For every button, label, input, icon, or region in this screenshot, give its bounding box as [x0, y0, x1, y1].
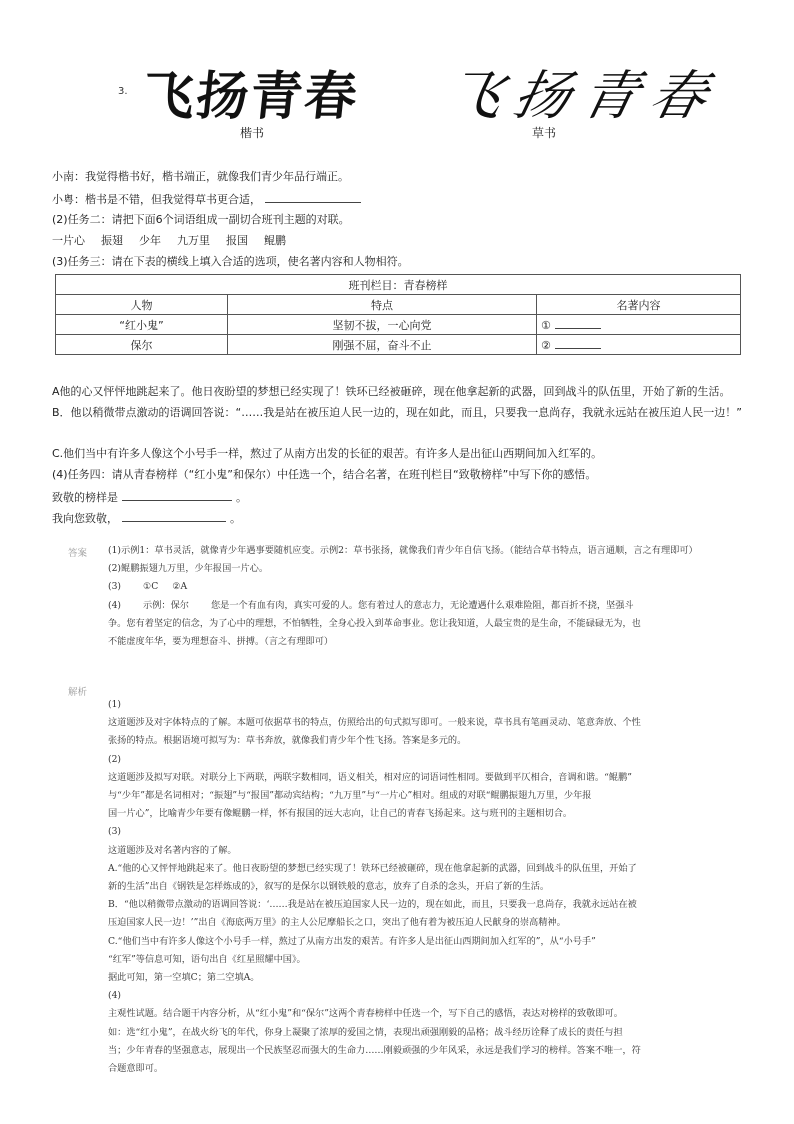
- table-header-cell: 人物: [56, 295, 228, 315]
- table-cell-person: “红小鬼”: [56, 315, 228, 335]
- table-header-cell: 特点: [228, 295, 537, 315]
- table-header-row: [56, 295, 741, 315]
- caoshu-caption: 草书: [532, 126, 557, 140]
- analysis-line: (4): [108, 990, 122, 1002]
- kaishu-sample: 飞扬青春: [139, 66, 362, 127]
- task4-line1: [52, 490, 247, 505]
- analysis-line: (1): [108, 699, 122, 710]
- answer-1: (1)示例1：草书灵活，就像青少年遇事要随机应变。示例2：草书张扬，就像我们青少年自信飞扬。（能结合草书特点，语言通顺，言之有理即可）: [108, 545, 698, 556]
- answer-blank[interactable]: [555, 338, 601, 349]
- table-cell-person: 保尔: [56, 335, 228, 355]
- table-cell-content: [537, 335, 741, 355]
- option-c: C.他们当中有许多人像这个小号手一样，熬过了从南方出发的长征的艰苦。有许多人是出征山西期间加入红军的。: [52, 447, 603, 460]
- analysis-line: 合题意即可。: [108, 1063, 164, 1075]
- table-cell-trait: 坚韧不拔，一心向党: [228, 315, 537, 335]
- analysis-line: A.“他的心又怦怦地跳起来了。他日夜盼望的梦想已经实现了！铁环已经被砸碎，现在他拿起新的武器，回到战斗的队伍里，开始了: [108, 862, 637, 874]
- kaishu-caption: 楷书: [240, 126, 265, 140]
- analysis-p4: [108, 987, 726, 1078]
- table-row: [56, 315, 741, 335]
- word-item: 振翅: [101, 234, 123, 247]
- analysis-line: 主观性试题。结合题干内容分析，从“红小鬼”和“保尔”这两个青春榜样中任选一个，写下自己的感悟，表达对榜样的致敬即可。: [108, 1008, 623, 1020]
- task3-prompt: (3)任务三：请在下表的横线上填入合适的选项，使名著内容和人物相符。: [52, 255, 409, 268]
- blank-marker: ①: [541, 318, 551, 332]
- analysis-line: (2): [108, 753, 122, 765]
- answer-2: (2)鲲鹏振翅九万里，少年报国一片心。: [108, 563, 269, 575]
- word-item: 少年: [139, 234, 161, 247]
- answer-label: 答案: [68, 548, 88, 559]
- dialogue-xiaoyue-text: 小粤：楷书是不错，但我觉得草书更合适，: [52, 193, 261, 206]
- calligraphy-header: [0, 48, 794, 148]
- analysis-line: 国一片心”，比喻青少年要有像鲲鹏一样，怀有报国的远大志向，让自己的青春飞扬起来。这与班刊的主题相切合。: [108, 808, 573, 820]
- analysis-p2: [108, 751, 726, 824]
- analysis-block: [108, 696, 726, 1078]
- blank-marker: ②: [541, 338, 551, 352]
- analysis-line: 张扬的特点。根据语境可拟写为：草书奔放，就像我们青少年个性飞扬。答案是多元的。: [108, 735, 467, 747]
- answer-4-num: (4): [108, 599, 122, 611]
- answer-blank[interactable]: [122, 511, 226, 522]
- answer-blank[interactable]: [122, 490, 232, 501]
- role-model-table: [55, 274, 741, 355]
- word-item: 鲲鹏: [264, 234, 286, 247]
- analysis-line: (3): [108, 826, 122, 838]
- analysis-line: “红军”等信息可知，语句出自《红星照耀中国》。: [108, 953, 306, 965]
- analysis-line: 这道题涉及拟写对联。对联分上下两联，两联字数相同，语义相关，相对应的词语词性相同。要做到平仄相合，音调和谐。“鲲鹏”: [108, 771, 632, 783]
- analysis-line: 这道题涉及对名著内容的了解。: [108, 844, 237, 856]
- analysis-line: 当；少年青春的坚强意志，展现出一个民族坚忍而强大的生命力……刚毅顽强的少年风采，永远是我们学习的榜样。答案不唯一，符: [108, 1044, 641, 1056]
- task4-line2-label: 我向您致敬，: [52, 512, 118, 525]
- answer-4-text: 您是一个有血有肉，真实可爱的人。您有着过人的意志力，无论遭遇什么艰难险阻，都百折不挠，坚强斗: [210, 599, 634, 611]
- task4-line2: [52, 511, 241, 526]
- answer-3: [108, 578, 726, 596]
- task4-line1-label: 致敬的榜样是: [52, 491, 118, 504]
- analysis-label: 解析: [68, 687, 88, 698]
- answer-4: [108, 597, 726, 615]
- option-a: A他的心又怦怦地跳起来了。他日夜盼望的梦想已经实现了！铁环已经被砸碎，现在他拿起新的武器，回到战斗的队伍里，开始了新的生活。: [52, 385, 731, 398]
- answer-blank[interactable]: [555, 318, 601, 329]
- task4-prompt: (4)任务四：请从青春榜样（“红小鬼”和保尔）中任选一个，结合名著，在班刊栏目“致敬榜样”中写下你的感悟。: [52, 468, 597, 481]
- caoshu-sample: 飞扬青春: [439, 65, 725, 128]
- analysis-p3: [108, 823, 726, 987]
- answer-3-1: ①C: [143, 581, 159, 593]
- table-title: 班刊栏目：青春榜样: [56, 275, 741, 295]
- analysis-line: 压迫国家人民一边！’”出自《海底两万里》的主人公尼摩船长之口，突出了他有着为被压迫人民献身的崇高精神。: [108, 917, 566, 929]
- period: 。: [230, 512, 241, 525]
- task2-word-list: [52, 234, 302, 248]
- analysis-line: 新的生活”出自《钢铁是怎样炼成的》，叙写的是保尔以钢铁般的意志，放弃了自杀的念头，开启了新的生活。: [108, 881, 550, 893]
- table-row: [56, 335, 741, 355]
- word-item: 报国: [226, 234, 248, 247]
- dialogue-xiaonan: 小南：我觉得楷书好，楷书端正，就像我们青少年品行端正。: [52, 170, 349, 183]
- analysis-line: 与“少年”都是名词相对；“振翅”与“报国”都动宾结构；“九万里”与“一片心”相对。组成的对联“鲲鹏振翅九万里，少年报: [108, 790, 592, 802]
- word-item: 一片心: [52, 234, 85, 247]
- answer-blank[interactable]: [265, 192, 361, 203]
- word-item: 九万里: [177, 234, 210, 247]
- answer-3-2: ②A: [172, 581, 188, 593]
- answer-4-text: 不能虚度年华，要为理想奋斗、拼搏。（言之有理即可）: [108, 636, 334, 648]
- task2-prompt: (2)任务二：请把下面6个词语组成一副切合班刊主题的对联。: [52, 213, 350, 226]
- answer-4-text: 争。您有着坚定的信念，为了心中的理想，不怕牺牲，全身心投入到革命事业。您让我知道，人最宝贵的是生命，不能碌碌无为，也: [108, 617, 641, 629]
- analysis-line: C.“他们当中有许多人像这个小号手一样，熬过了从南方出发的艰苦。有许多人是出征山西期间加入红军的”，从“小号手”: [108, 935, 596, 947]
- answer-4-example: 示例：保尔: [143, 599, 189, 611]
- table-cell-content: [537, 315, 741, 335]
- analysis-line: 如：选“红小鬼”，在战火纷飞的年代，你身上凝聚了浓厚的爱国之情，表现出顽强刚毅的品格；战斗经历诠释了成长的责任与担: [108, 1026, 623, 1038]
- option-b: B．他以稍微带点激动的语调回答说：“……我是站在被压迫人民一边的，现在如此，而且，只要我一息尚存，我就永远站在被压迫人民一边！”: [52, 406, 742, 419]
- question-number: 3.: [118, 86, 128, 97]
- answer-block: [108, 542, 726, 651]
- analysis-line: 这道题涉及对字体特点的了解。本题可依据草书的特点，仿照给出的句式拟写即可。一般来说，草书具有笔画灵动、笔意奔放、个性: [108, 717, 641, 729]
- table-header-cell: 名著内容: [537, 295, 741, 315]
- analysis-p1: [108, 696, 726, 751]
- answer-3-num: (3): [108, 581, 122, 593]
- dialogue-xiaoyue: [52, 192, 361, 207]
- analysis-line: B．“他以稍微带点激动的语调回答说：‘……我是站在被压迫国家人民一边的，现在如此，而且，只要我一息尚存，我就永远站在被: [108, 899, 637, 911]
- table-title-row: [56, 275, 741, 295]
- analysis-line: 据此可知，第一空填C；第二空填A。: [108, 972, 260, 984]
- table-cell-trait: 刚强不屈，奋斗不止: [228, 335, 537, 355]
- period: 。: [236, 491, 247, 504]
